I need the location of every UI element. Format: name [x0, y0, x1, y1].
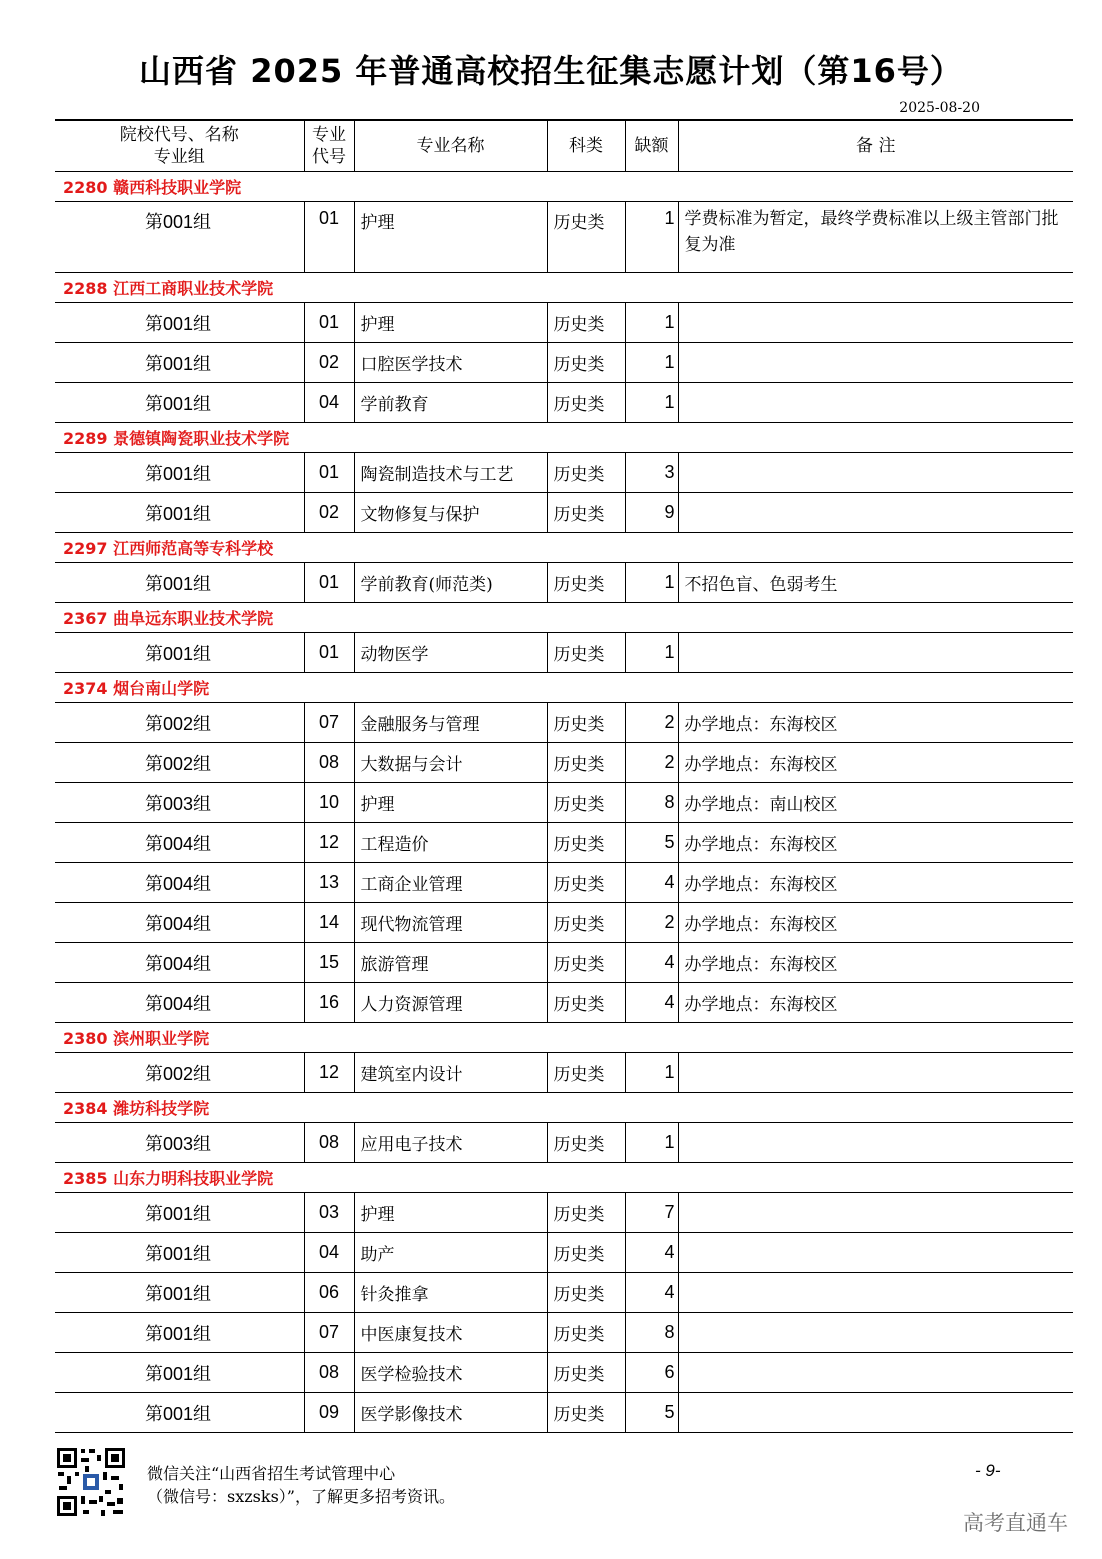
group-cell: 第004组 — [55, 943, 304, 983]
group-cell: 第001组 — [55, 493, 304, 533]
remark-cell — [678, 1193, 1073, 1233]
remark-cell: 办学地点：东海校区 — [678, 823, 1073, 863]
remark-cell: 办学地点：南山校区 — [678, 783, 1073, 823]
category-cell: 历史类 — [547, 703, 625, 743]
table-row — [55, 383, 1073, 423]
watermark: 高考直通车 — [963, 1511, 1068, 1535]
wechat-note-line2: （微信号：sxzsks）”，了解更多招考资讯。 — [147, 1487, 455, 1506]
table-row — [55, 903, 1073, 943]
group-cell: 第001组 — [55, 1393, 304, 1433]
major-code-cell: 01 — [304, 563, 354, 603]
header-code-line1: 专业 — [312, 125, 346, 145]
major-name-cell: 针灸推拿 — [354, 1273, 547, 1313]
table-row — [55, 202, 1073, 273]
table-row — [55, 743, 1073, 783]
quota-cell: 4 — [625, 1233, 678, 1273]
major-name-cell: 护理 — [354, 202, 547, 273]
group-cell: 第001组 — [55, 563, 304, 603]
remark-cell — [678, 493, 1073, 533]
remark-cell — [678, 1233, 1073, 1273]
quota-cell: 2 — [625, 743, 678, 783]
group-cell: 第002组 — [55, 743, 304, 783]
school-row — [55, 1163, 1073, 1193]
school-row — [55, 172, 1073, 202]
remark-cell — [678, 1393, 1073, 1433]
header-remarks: 备 注 — [678, 120, 1073, 172]
major-name-cell: 医学影像技术 — [354, 1393, 547, 1433]
major-name-cell: 学前教育 — [354, 383, 547, 423]
school-row — [55, 273, 1073, 303]
qr-code-icon — [55, 1446, 127, 1518]
table-row — [55, 1233, 1073, 1273]
group-cell: 第003组 — [55, 1123, 304, 1163]
major-name-cell: 中医康复技术 — [354, 1313, 547, 1353]
school-name: 2280 赣西科技职业学院 — [55, 172, 1073, 202]
major-code-cell: 02 — [304, 343, 354, 383]
table-row — [55, 1313, 1073, 1353]
major-name-cell: 现代物流管理 — [354, 903, 547, 943]
major-name-cell: 助产 — [354, 1233, 547, 1273]
quota-cell: 1 — [625, 383, 678, 423]
category-cell: 历史类 — [547, 383, 625, 423]
major-name-cell: 工程造价 — [354, 823, 547, 863]
major-name-cell: 大数据与会计 — [354, 743, 547, 783]
remark-cell — [678, 343, 1073, 383]
quota-cell: 1 — [625, 1053, 678, 1093]
category-cell: 历史类 — [547, 563, 625, 603]
table-row — [55, 1123, 1073, 1163]
school-row — [55, 423, 1073, 453]
table-row — [55, 863, 1073, 903]
major-code-cell: 08 — [304, 1123, 354, 1163]
quota-cell: 1 — [625, 303, 678, 343]
major-code-cell: 01 — [304, 633, 354, 673]
category-cell: 历史类 — [547, 1053, 625, 1093]
group-cell: 第004组 — [55, 903, 304, 943]
school-row — [55, 1023, 1073, 1053]
major-name-cell: 陶瓷制造技术与工艺 — [354, 453, 547, 493]
major-name-cell: 护理 — [354, 1193, 547, 1233]
major-name-cell: 动物医学 — [354, 633, 547, 673]
header-school — [55, 120, 304, 172]
table-row — [55, 1053, 1073, 1093]
quota-cell: 4 — [625, 863, 678, 903]
table-row — [55, 1193, 1073, 1233]
major-code-cell: 14 — [304, 903, 354, 943]
remark-cell — [678, 383, 1073, 423]
header-quota: 缺额 — [625, 120, 678, 172]
header-major: 专业名称 — [354, 120, 547, 172]
major-name-cell: 工商企业管理 — [354, 863, 547, 903]
remark-cell — [678, 303, 1073, 343]
major-name-cell: 建筑室内设计 — [354, 1053, 547, 1093]
table-row — [55, 453, 1073, 493]
major-name-cell: 学前教育(师范类) — [354, 563, 547, 603]
table-header-row — [55, 120, 1073, 172]
remark-cell — [678, 1053, 1073, 1093]
remark-cell — [678, 1273, 1073, 1313]
quota-cell: 1 — [625, 202, 678, 273]
page-title: 山西省 2025 年普通高校招生征集志愿计划（第16号） — [139, 52, 963, 90]
quota-cell: 1 — [625, 343, 678, 383]
category-cell: 历史类 — [547, 943, 625, 983]
quota-cell: 9 — [625, 493, 678, 533]
major-code-cell: 12 — [304, 1053, 354, 1093]
table-row — [55, 493, 1073, 533]
table-row — [55, 783, 1073, 823]
quota-cell: 1 — [625, 1123, 678, 1163]
major-name-cell: 应用电子技术 — [354, 1123, 547, 1163]
major-code-cell: 01 — [304, 202, 354, 273]
school-row — [55, 603, 1073, 633]
major-code-cell: 02 — [304, 493, 354, 533]
table-row — [55, 983, 1073, 1023]
major-code-cell: 06 — [304, 1273, 354, 1313]
publish-date: 2025-08-20 — [899, 100, 980, 116]
header-school-line1: 院校代号、名称 — [119, 125, 239, 145]
major-code-cell: 15 — [304, 943, 354, 983]
category-cell: 历史类 — [547, 1233, 625, 1273]
category-cell: 历史类 — [547, 1193, 625, 1233]
table-row — [55, 823, 1073, 863]
major-code-cell: 04 — [304, 383, 354, 423]
school-name: 2289 景德镇陶瓷职业技术学院 — [55, 423, 1073, 453]
table-row — [55, 1353, 1073, 1393]
school-row — [55, 1093, 1073, 1123]
remark-cell: 办学地点：东海校区 — [678, 743, 1073, 783]
table-row — [55, 943, 1073, 983]
major-name-cell: 文物修复与保护 — [354, 493, 547, 533]
category-cell: 历史类 — [547, 1273, 625, 1313]
category-cell: 历史类 — [547, 983, 625, 1023]
school-row — [55, 673, 1073, 703]
major-code-cell: 07 — [304, 703, 354, 743]
school-name: 2384 潍坊科技学院 — [55, 1093, 1073, 1123]
major-name-cell: 医学检验技术 — [354, 1353, 547, 1393]
school-name: 2380 滨州职业学院 — [55, 1023, 1073, 1053]
table-row — [55, 1393, 1073, 1433]
major-code-cell: 08 — [304, 1353, 354, 1393]
major-name-cell: 护理 — [354, 303, 547, 343]
table-row — [55, 343, 1073, 383]
quota-cell: 4 — [625, 1273, 678, 1313]
table-body — [55, 172, 1073, 1433]
major-name-cell: 金融服务与管理 — [354, 703, 547, 743]
category-cell: 历史类 — [547, 863, 625, 903]
major-name-cell: 口腔医学技术 — [354, 343, 547, 383]
quota-cell: 5 — [625, 823, 678, 863]
school-name: 2288 江西工商职业技术学院 — [55, 273, 1073, 303]
group-cell: 第001组 — [55, 343, 304, 383]
group-cell: 第003组 — [55, 783, 304, 823]
quota-cell: 5 — [625, 1393, 678, 1433]
group-cell: 第001组 — [55, 1313, 304, 1353]
major-code-cell: 01 — [304, 453, 354, 493]
quota-cell: 4 — [625, 983, 678, 1023]
category-cell: 历史类 — [547, 453, 625, 493]
major-code-cell: 04 — [304, 1233, 354, 1273]
quota-cell: 7 — [625, 1193, 678, 1233]
group-cell: 第004组 — [55, 823, 304, 863]
school-name: 2367 曲阜远东职业技术学院 — [55, 603, 1073, 633]
group-cell: 第001组 — [55, 1193, 304, 1233]
major-code-cell: 03 — [304, 1193, 354, 1233]
major-code-cell: 13 — [304, 863, 354, 903]
table-row — [55, 703, 1073, 743]
group-cell: 第001组 — [55, 1233, 304, 1273]
category-cell: 历史类 — [547, 1393, 625, 1433]
table-row — [55, 303, 1073, 343]
table-row — [55, 563, 1073, 603]
category-cell: 历史类 — [547, 633, 625, 673]
category-cell: 历史类 — [547, 1313, 625, 1353]
major-code-cell: 09 — [304, 1393, 354, 1433]
group-cell: 第004组 — [55, 983, 304, 1023]
header-code — [304, 120, 354, 172]
header-category: 科类 — [547, 120, 625, 172]
group-cell: 第001组 — [55, 202, 304, 273]
quota-cell: 4 — [625, 943, 678, 983]
table-row — [55, 1273, 1073, 1313]
quota-cell: 2 — [625, 703, 678, 743]
header-school-line2: 专业组 — [153, 147, 205, 167]
enrollment-plan-table — [55, 119, 1073, 1433]
group-cell: 第001组 — [55, 1353, 304, 1393]
remark-cell — [678, 1123, 1073, 1163]
major-code-cell: 07 — [304, 1313, 354, 1353]
school-name: 2385 山东力明科技职业学院 — [55, 1163, 1073, 1193]
remark-cell — [678, 633, 1073, 673]
category-cell: 历史类 — [547, 493, 625, 533]
school-name: 2374 烟台南山学院 — [55, 673, 1073, 703]
remark-cell — [678, 453, 1073, 493]
quota-cell: 1 — [625, 563, 678, 603]
major-name-cell: 护理 — [354, 783, 547, 823]
table-row — [55, 633, 1073, 673]
quota-cell: 8 — [625, 783, 678, 823]
remark-cell — [678, 1353, 1073, 1393]
quota-cell: 3 — [625, 453, 678, 493]
major-code-cell: 08 — [304, 743, 354, 783]
quota-cell: 8 — [625, 1313, 678, 1353]
quota-cell: 1 — [625, 633, 678, 673]
category-cell: 历史类 — [547, 783, 625, 823]
remark-cell: 办学地点：东海校区 — [678, 863, 1073, 903]
category-cell: 历史类 — [547, 1353, 625, 1393]
category-cell: 历史类 — [547, 343, 625, 383]
remark-cell: 办学地点：东海校区 — [678, 703, 1073, 743]
remark-cell: 不招色盲、色弱考生 — [678, 563, 1073, 603]
category-cell: 历史类 — [547, 823, 625, 863]
remark-cell: 学费标准为暂定，最终学费标准以上级主管部门批复为准 — [678, 202, 1073, 273]
group-cell: 第001组 — [55, 453, 304, 493]
remark-cell — [678, 1313, 1073, 1353]
group-cell: 第001组 — [55, 1273, 304, 1313]
remark-cell: 办学地点：东海校区 — [678, 943, 1073, 983]
group-cell: 第001组 — [55, 383, 304, 423]
remark-cell: 办学地点：东海校区 — [678, 903, 1073, 943]
school-name: 2297 江西师范高等专科学校 — [55, 533, 1073, 563]
wechat-note-line1: 微信关注“山西省招生考试管理中心 — [147, 1464, 396, 1483]
header-code-line2: 代号 — [312, 147, 346, 167]
major-code-cell: 16 — [304, 983, 354, 1023]
group-cell: 第001组 — [55, 633, 304, 673]
category-cell: 历史类 — [547, 903, 625, 943]
major-code-cell: 12 — [304, 823, 354, 863]
category-cell: 历史类 — [547, 743, 625, 783]
group-cell: 第002组 — [55, 703, 304, 743]
category-cell: 历史类 — [547, 303, 625, 343]
page-number: - 9- — [975, 1461, 1001, 1480]
category-cell: 历史类 — [547, 1123, 625, 1163]
school-row — [55, 533, 1073, 563]
category-cell: 历史类 — [547, 202, 625, 273]
group-cell: 第001组 — [55, 303, 304, 343]
remark-cell: 办学地点：东海校区 — [678, 983, 1073, 1023]
group-cell: 第002组 — [55, 1053, 304, 1093]
group-cell: 第004组 — [55, 863, 304, 903]
quota-cell: 6 — [625, 1353, 678, 1393]
major-code-cell: 10 — [304, 783, 354, 823]
major-name-cell: 旅游管理 — [354, 943, 547, 983]
major-code-cell: 01 — [304, 303, 354, 343]
quota-cell: 2 — [625, 903, 678, 943]
major-name-cell: 人力资源管理 — [354, 983, 547, 1023]
